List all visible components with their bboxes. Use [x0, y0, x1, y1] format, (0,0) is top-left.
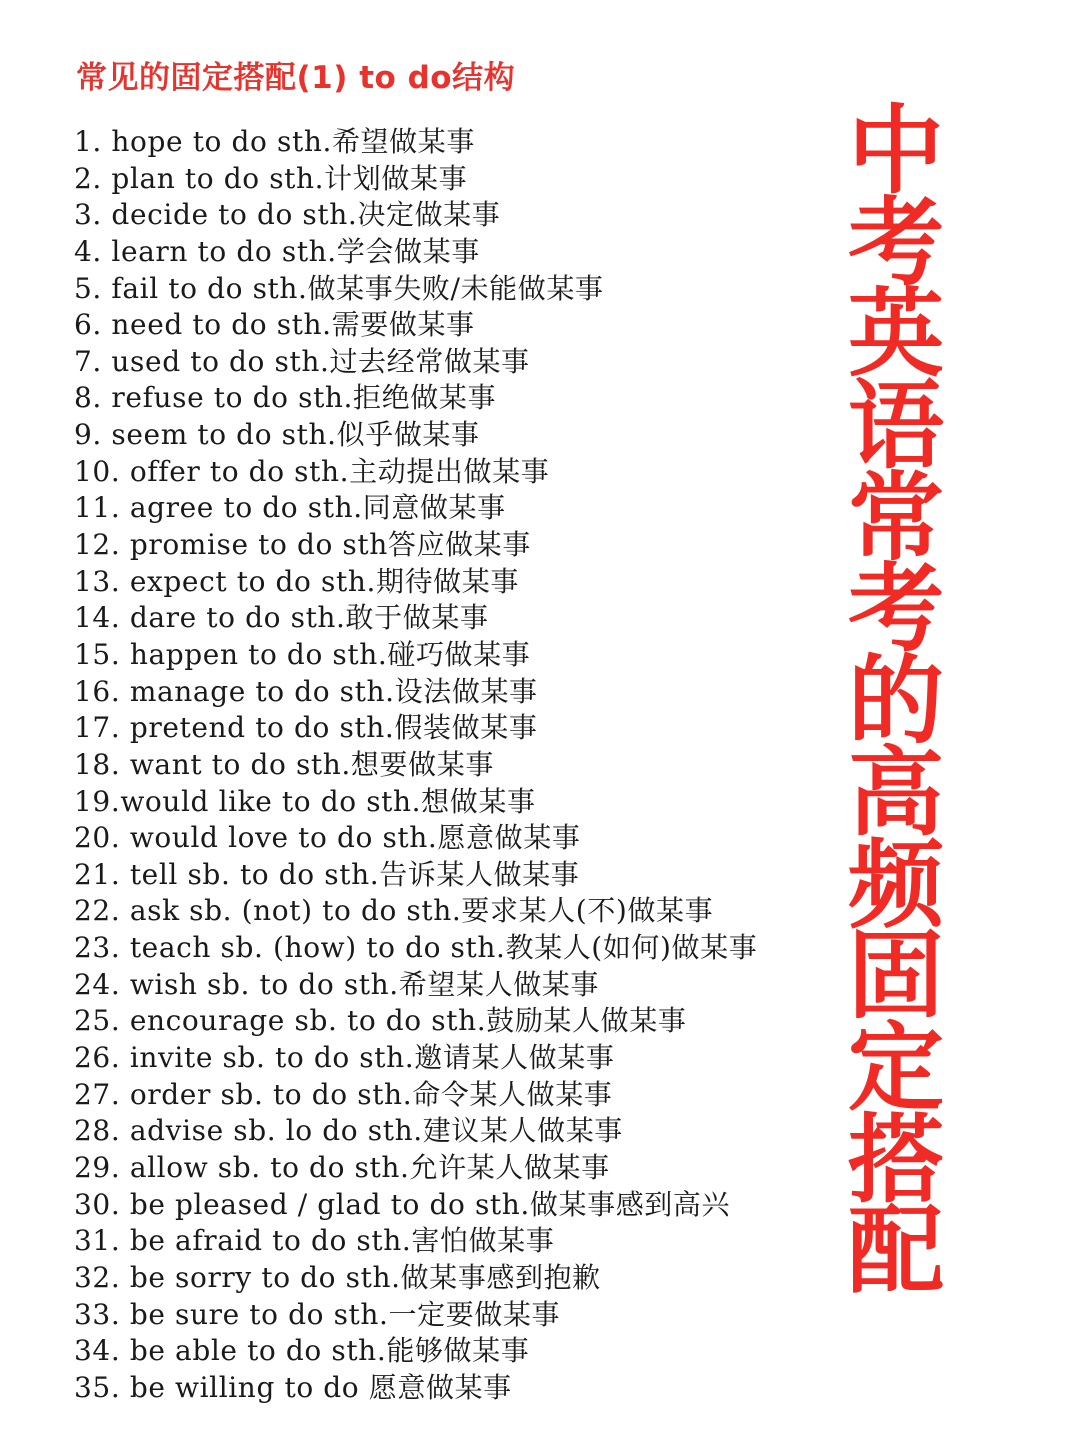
vertical-title — [838, 95, 954, 1308]
list-item: 24. wish sb. to do sth.希望某人做某事 — [74, 967, 599, 1001]
list-item: 6. need to do sth.需要做某事 — [74, 308, 475, 342]
title-char: 考 — [848, 553, 944, 666]
list-item: 34. be able to do sth.能够做某事 — [74, 1334, 530, 1368]
title-char: 常 — [848, 461, 944, 574]
list-item: 12. promise to do sth答应做某事 — [74, 528, 531, 562]
list-item: 25. encourage sb. to do sth.鼓励某人做某事 — [74, 1004, 687, 1038]
section-subtitle: 常见的固定搭配(1) to do结构 — [76, 60, 516, 96]
title-char: 配 — [848, 1195, 944, 1308]
list-item: 4. learn to do sth.学会做某事 — [74, 234, 480, 268]
list-item: 9. seem to do sth.似乎做某事 — [74, 418, 480, 452]
list-item: 29. allow sb. to do sth.允许某人做某事 — [74, 1150, 610, 1184]
title-char: 的 — [848, 645, 944, 758]
list-item: 21. tell sb. to do sth.告诉某人做某事 — [74, 857, 580, 891]
title-char: 定 — [848, 1011, 944, 1124]
list-item: 26. invite sb. to do sth.邀请某人做某事 — [74, 1041, 615, 1075]
list-item: 32. be sorry to do sth.做某事感到抱歉 — [74, 1260, 601, 1294]
list-item: 2. plan to do sth.计划做某事 — [74, 161, 468, 195]
title-char: 搭 — [848, 1103, 944, 1216]
title-char: 语 — [848, 370, 944, 483]
title-char: 英 — [848, 278, 944, 391]
list-item: 19.would like to do sth.想做某事 — [74, 784, 536, 818]
title-char: 高 — [848, 736, 944, 849]
list-item: 7. used to do sth.过去经常做某事 — [74, 344, 530, 378]
phrase-list — [74, 124, 814, 1406]
list-item: 15. happen to do sth.碰巧做某事 — [74, 637, 531, 671]
list-item: 8. refuse to do sth.拒绝做某事 — [74, 381, 497, 415]
list-item: 17. pretend to do sth.假装做某事 — [74, 711, 538, 745]
list-item: 28. advise sb. lo do sth.建议某人做某事 — [74, 1114, 623, 1148]
list-item: 18. want to do sth.想要做某事 — [74, 747, 494, 781]
list-item: 23. teach sb. (how) to do sth.教某人(如何)做某事 — [74, 931, 758, 965]
list-item: 35. be willing to do 愿意做某事 — [74, 1370, 512, 1404]
list-item: 33. be sure to do sth.一定要做某事 — [74, 1297, 561, 1331]
list-item: 1. hope to do sth.希望做某事 — [74, 125, 475, 158]
list-item: 13. expect to do sth.期待做某事 — [74, 564, 519, 598]
title-char: 中 — [848, 95, 944, 207]
list-item: 31. be afraid to do sth.害怕做某事 — [74, 1224, 555, 1258]
list-item: 20. would love to do sth.愿意做某事 — [74, 821, 581, 855]
list-item: 5. fail to do sth.做某事失败/未能做某事 — [74, 271, 604, 305]
list-item: 22. ask sb. (not) to do sth.要求某人(不)做某事 — [74, 894, 714, 928]
list-item: 27. order sb. to do sth.命令某人做某事 — [74, 1077, 613, 1111]
title-char: 固 — [848, 920, 944, 1033]
list-item: 3. decide to do sth.决定做某事 — [74, 198, 501, 232]
list-item: 10. offer to do sth.主动提出做某事 — [74, 454, 550, 488]
list-item: 16. manage to do sth.设法做某事 — [74, 674, 538, 708]
title-char: 频 — [848, 828, 944, 941]
title-char: 考 — [848, 186, 944, 299]
list-item: 14. dare to do sth.敢于做某事 — [74, 601, 489, 635]
list-item: 11. agree to do sth.同意做某事 — [74, 491, 506, 525]
list-item: 30. be pleased / glad to do sth.做某事感到高兴 — [74, 1187, 731, 1221]
